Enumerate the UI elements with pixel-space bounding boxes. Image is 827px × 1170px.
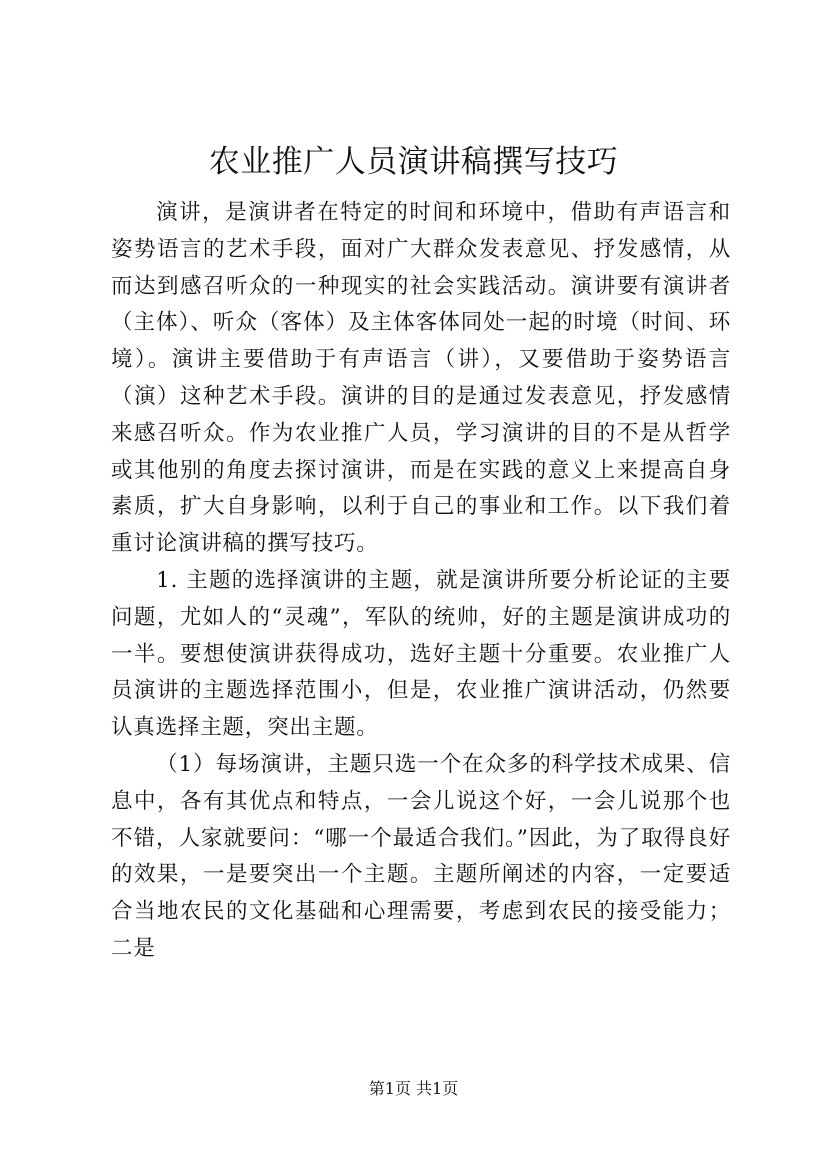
document-body bbox=[111, 195, 731, 968]
page-title: 农业推广人员演讲稿撰写技巧 bbox=[208, 144, 619, 180]
page-footer: 第1页 共1页 bbox=[368, 1079, 459, 1098]
paragraph-topic-selection: 1. 主题的选择演讲的主题，就是演讲所要分析论证的主要问题，尤如人的“灵魂”，军队的统帅，好的主题是演讲成功的一半。要想使演讲获得成功，选好主题十分重要。农业推广人员演讲的主题选择范围小，但是，农业推广演讲活动，仍然要认真选择主题，突出主题。 bbox=[111, 567, 731, 741]
paragraph-one-topic: （1）每场演讲，主题只选一个在众多的科学技术成果、信息中，各有其优点和特点，一会儿说这个好，一会儿说那个也不错，人家就要问：“哪一个最适合我们。”因此，为了取得良好的效果，一是要突出一个主题。主题所阐述的内容，一定要适合当地农民的文化基础和心理需要，考虑到农民的接受能力；二是 bbox=[111, 751, 731, 961]
paragraph-intro: 演讲，是演讲者在特定的时间和环境中，借助有声语言和姿势语言的艺术手段，面对广大群众发表意见、抒发感情，从而达到感召听众的一种现实的社会实践活动。演讲要有演讲者（主体）、听众（客体）及主体客体同处一起的时境（时间、环境）。演讲主要借助于有声语言（讲），又要借助于姿势语言（演）这种艺术手段。演讲的目的是通过发表意见，抒发感情来感召听众。作为农业推广人员，学习演讲的目的不是从哲学或其他别的角度去探讨演讲，而是在实践的意义上来提高自身素质，扩大自身影响，以利于自己的事业和工作。以下我们着重讨论演讲稿的撰写技巧。 bbox=[111, 200, 731, 557]
